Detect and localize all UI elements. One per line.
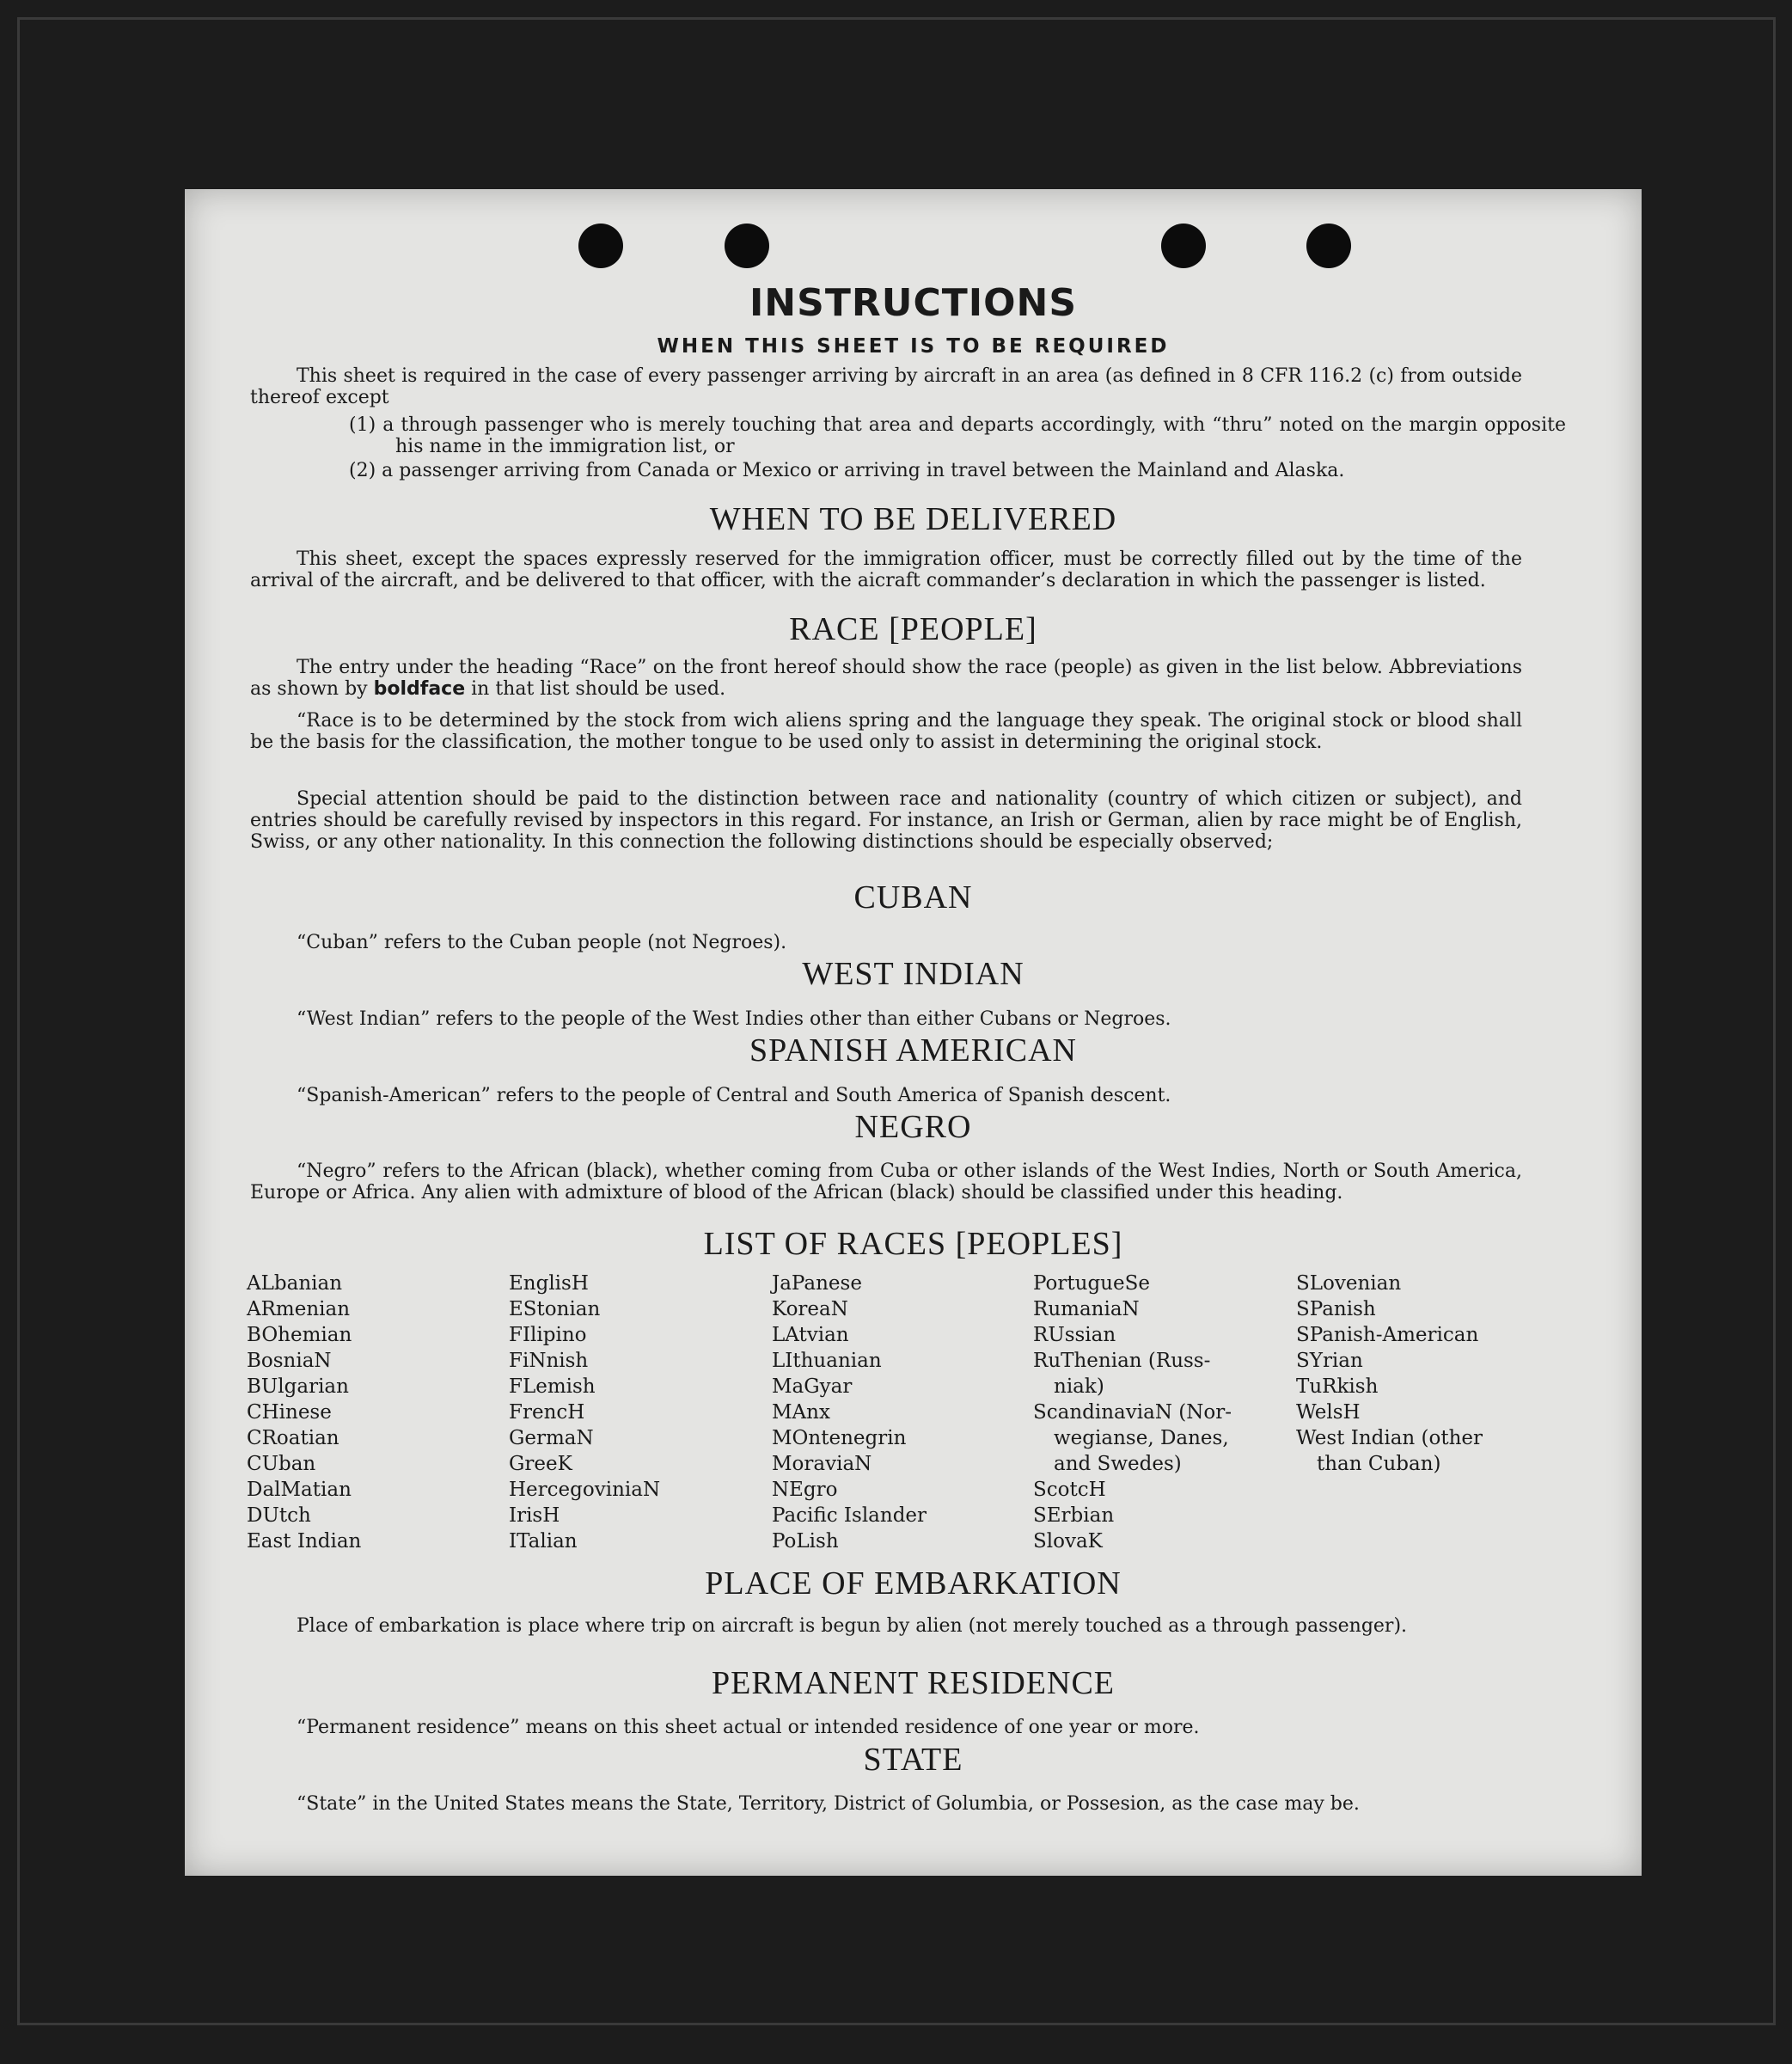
- west-indian-text: “West Indian” refers to the people of the West Indies other than either Cubans or Negroes.: [297, 1008, 1171, 1030]
- race-item: MAnx: [772, 1401, 830, 1424]
- spanish-american-text: “Spanish-American” refers to the people of Central and South America of Spanish descent.: [297, 1085, 1171, 1106]
- race-column: [1296, 1271, 1483, 1477]
- race-item: GermaN: [509, 1427, 594, 1449]
- race-item: SPanish: [1296, 1298, 1376, 1320]
- race-item: PortugueSe: [1033, 1272, 1150, 1295]
- race-item: TuRkish: [1296, 1375, 1379, 1398]
- boldface-term: boldface: [373, 678, 466, 700]
- race-paragraph: The entry under the heading “Race” on the front hereof should show the race (people) as given in the list below. Abbreviations as shown by boldface in that list should be used.: [250, 657, 1522, 700]
- negro-text: “Negro” refers to the African (black), whether coming from Cuba or other islands of the West Indies, North or South America, Europe or Africa. Any alien with admixture of blood of the African (black) should be classified under this heading.: [250, 1161, 1522, 1203]
- section-heading-race: RACE [PEOPLE]: [789, 611, 1037, 647]
- race-item: FIlipino: [509, 1324, 587, 1346]
- race-item: IrisH: [509, 1504, 560, 1527]
- exception-item: (1) a through passenger who is merely touching that area and departs accordingly, with “thru” noted on the margin opposite his name in the immigration list, or: [349, 414, 1566, 457]
- race-item: SYrian: [1296, 1350, 1363, 1372]
- race-item: wegianse, Danes,: [1054, 1427, 1229, 1449]
- section-heading-negro: NEGRO: [854, 1109, 972, 1145]
- race-item: RumaniaN: [1033, 1298, 1140, 1320]
- race-item: FLemish: [509, 1375, 596, 1398]
- race-paragraph: Special attention should be paid to the distinction between race and nationality (country of which citizen or subject), and entries should be carefully revised by inspectors in this regard. For instance, an Irish or German, alien by race might be of English, Swiss, or any other nationality. In this connection the following distinctions should be especially observed;: [250, 788, 1522, 853]
- race-item: SErbian: [1033, 1504, 1115, 1527]
- cuban-text: “Cuban” refers to the Cuban people (not Negroes).: [297, 932, 787, 953]
- section-heading-delivered: WHEN TO BE DELIVERED: [709, 501, 1117, 537]
- punch-hole: [1161, 224, 1206, 268]
- punch-hole: [578, 224, 623, 268]
- race-item: ITalian: [509, 1530, 578, 1553]
- punch-hole: [1306, 224, 1351, 268]
- race-item: SLovenian: [1296, 1272, 1402, 1295]
- race-item: LIthuanian: [772, 1350, 882, 1372]
- race-item: CUban: [247, 1453, 316, 1475]
- race-item: ALbanian: [247, 1272, 343, 1295]
- punch-hole: [725, 224, 769, 268]
- race-item: ScandinaviaN (Nor-: [1033, 1401, 1232, 1424]
- section-heading-cuban: CUBAN: [853, 879, 973, 916]
- race-item: BosniaN: [247, 1350, 332, 1372]
- race-item: FrencH: [509, 1401, 585, 1424]
- race-column: [247, 1271, 361, 1554]
- requirement-intro: This sheet is required in the case of every passenger arriving by aircraft in an area (as defined in 8 CFR 116.2 (c) from outside thereof except: [250, 365, 1522, 408]
- race-item: West Indian (other: [1296, 1427, 1483, 1449]
- race-item: LAtvian: [772, 1324, 849, 1346]
- race-item: FiNnish: [509, 1350, 589, 1372]
- section-heading-residence: PERMANENT RESIDENCE: [711, 1665, 1116, 1701]
- section-heading-west-indian: WEST INDIAN: [802, 956, 1024, 992]
- race-item: SPanish-American: [1296, 1324, 1479, 1346]
- race-item: BUlgarian: [247, 1375, 349, 1398]
- residence-text: “Permanent residence” means on this sheet actual or intended residence of one year or more.: [297, 1717, 1200, 1738]
- state-text: “State” in the United States means the State, Territory, District of Golumbia, or Possesion, as the case may be.: [297, 1793, 1360, 1815]
- race-item: BOhemian: [247, 1324, 352, 1346]
- race-item: CRoatian: [247, 1427, 339, 1449]
- race-item: MaGyar: [772, 1375, 853, 1398]
- race-item: CHinese: [247, 1401, 332, 1424]
- race-column: [509, 1271, 660, 1554]
- race-item: GreeK: [509, 1453, 572, 1475]
- race-item: PoLish: [772, 1530, 839, 1553]
- race-item: EStonian: [509, 1298, 601, 1320]
- race-column: [772, 1271, 927, 1554]
- race-item: WelsH: [1296, 1401, 1361, 1424]
- race-item: DUtch: [247, 1504, 311, 1527]
- race-item: ARmenian: [247, 1298, 351, 1320]
- race-item: MoraviaN: [772, 1453, 872, 1475]
- race-column: [1033, 1271, 1232, 1554]
- race-item: KoreaN: [772, 1298, 848, 1320]
- race-item: RUssian: [1033, 1324, 1116, 1346]
- race-item: JaPanese: [772, 1272, 862, 1295]
- section-heading-races-list: LIST OF RACES [PEOPLES]: [703, 1226, 1123, 1262]
- race-item: niak): [1054, 1375, 1104, 1398]
- race-paragraph: “Race is to be determined by the stock from wich aliens spring and the language they speak. The original stock or blood shall be the basis for the classification, the mother tongue to be used only to assist in determining the original stock.: [250, 710, 1522, 753]
- race-item: EnglisH: [509, 1272, 589, 1295]
- race-item: East Indian: [247, 1530, 362, 1553]
- race-item: DalMatian: [247, 1479, 352, 1501]
- race-item: NEgro: [772, 1479, 838, 1501]
- race-item: Pacific Islander: [772, 1504, 927, 1527]
- race-item: ScotcH: [1033, 1479, 1106, 1501]
- section-heading-embarkation: PLACE OF EMBARKATION: [705, 1565, 1122, 1602]
- race-item: than Cuban): [1317, 1453, 1441, 1475]
- section-heading-spanish-american: SPANISH AMERICAN: [749, 1032, 1077, 1069]
- exception-item: (2) a passenger arriving from Canada or Mexico or arriving in travel between the Mainland and Alaska.: [349, 460, 1345, 481]
- page-title: INSTRUCTIONS: [749, 281, 1078, 325]
- race-item: MOntenegrin: [772, 1427, 907, 1449]
- instruction-sheet: [185, 189, 1642, 1876]
- page-subtitle: WHEN THIS SHEET IS TO BE REQUIRED: [657, 335, 1170, 358]
- race-item: RuThenian (Russ-: [1033, 1350, 1211, 1372]
- race-item: and Swedes): [1054, 1453, 1182, 1475]
- race-item: SlovaK: [1033, 1530, 1103, 1553]
- section-heading-state: STATE: [863, 1742, 963, 1778]
- race-item: HercegoviniaN: [509, 1479, 661, 1501]
- delivered-text: This sheet, except the spaces expressly reserved for the immigration officer, must be correctly filled out by the time of the arrival of the aircraft, and be delivered to that officer, with the aicraft commander’s declaration in which the passenger is listed.: [250, 548, 1522, 591]
- embarkation-text: Place of embarkation is place where trip on aircraft is begun by alien (not merely touched as a through passenger).: [297, 1615, 1408, 1637]
